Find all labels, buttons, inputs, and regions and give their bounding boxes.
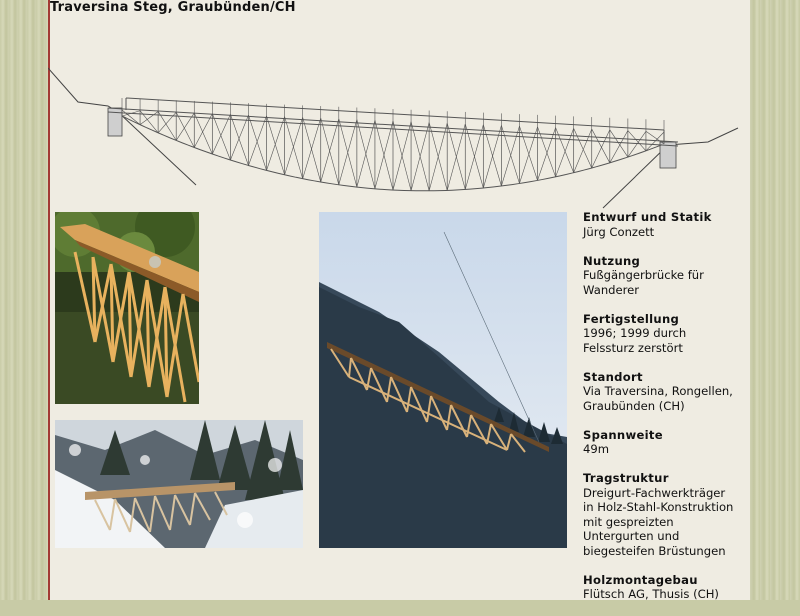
truss-member [542, 178, 548, 179]
left-margin-texture [0, 0, 48, 600]
truss-member [590, 167, 596, 169]
truss-member [278, 173, 284, 174]
truss-member [536, 180, 542, 181]
truss-member [530, 181, 536, 182]
truss-member [488, 187, 494, 188]
info-completion [583, 312, 753, 356]
truss-member [230, 160, 236, 162]
info-heading: Holzmontagebau [583, 573, 753, 588]
truss-member [518, 183, 524, 184]
truss-member [614, 160, 620, 162]
page-title: Traversina Steg, Graubünden/CH [50, 0, 296, 15]
truss-member [236, 162, 242, 164]
truss-member [146, 127, 152, 130]
truss-member [260, 169, 266, 171]
truss-member [500, 185, 506, 186]
truss-member [344, 186, 350, 187]
truss-member [620, 158, 626, 160]
info-value: Dreigurt-Fachwerkträger in Holz-Stahl-Konstruktion mit gespreizten Untergurten und biegesteifen Brüstungen [583, 486, 753, 559]
truss-member [610, 130, 628, 157]
truss-member [140, 125, 146, 128]
truss-member [368, 188, 374, 189]
truss-member [646, 131, 664, 144]
info-value: 1996; 1999 durch Felssturz zerstört [583, 326, 753, 355]
info-value: Flütsch AG, Thusis (CH) [583, 587, 753, 602]
truss-member [308, 180, 314, 181]
right-margin-texture [750, 0, 800, 600]
truss-member [182, 143, 188, 145]
truss-member [212, 154, 218, 156]
truss-member [476, 188, 482, 189]
info-heading: Tragstruktur [583, 471, 753, 486]
truss-member [638, 151, 644, 153]
info-value: Via Traversina, Rongellen, Graubünden (CH) [583, 384, 753, 413]
truss-member [548, 177, 554, 178]
truss-member [608, 162, 614, 164]
info-heading: Fertigstellung [583, 312, 753, 327]
truss-member [272, 172, 278, 173]
truss-member [194, 147, 200, 149]
bridge-gorge-photo [319, 212, 567, 548]
truss-member [584, 168, 590, 170]
truss-member [296, 177, 302, 178]
truss-member [574, 128, 592, 168]
truss-member [242, 164, 248, 166]
truss-member [200, 150, 206, 152]
truss-member [482, 188, 488, 189]
info-construction [583, 573, 753, 602]
truss-member [602, 163, 608, 165]
truss-member [506, 185, 512, 186]
truss-member [512, 184, 518, 185]
truss-member [524, 182, 530, 183]
truss-member [248, 165, 254, 167]
truss-member [350, 186, 356, 187]
bridge-deck-photo [55, 212, 199, 404]
truss-member [554, 176, 560, 177]
truss-member [314, 181, 320, 182]
truss-member [494, 186, 500, 187]
bridge-winter-photo [55, 420, 303, 548]
truss-member [362, 188, 368, 189]
info-value: Fußgängerbrücke für Wanderer [583, 268, 753, 297]
info-heading: Spannweite [583, 428, 753, 443]
truss-member [266, 170, 272, 172]
truss-member [592, 129, 610, 163]
truss-member [140, 111, 158, 124]
info-usage [583, 254, 753, 298]
truss-member [158, 133, 164, 136]
truss-member [254, 167, 260, 169]
truss-member [572, 172, 578, 173]
truss-member [592, 130, 610, 168]
truss-member [284, 175, 290, 176]
info-value: 49m [583, 442, 753, 457]
truss-member [332, 184, 338, 185]
truss-member [578, 170, 584, 172]
truss-member [164, 135, 170, 138]
truss-member [224, 158, 230, 160]
truss-member [176, 140, 182, 142]
truss-member [596, 165, 602, 167]
truss-member [560, 174, 566, 175]
info-location [583, 370, 753, 414]
truss-member [519, 127, 537, 184]
info-span [583, 428, 753, 457]
truss-member [206, 152, 212, 154]
truss-member [519, 126, 537, 180]
info-heading: Nutzung [583, 254, 753, 269]
info-heading: Entwurf und Statik [583, 210, 753, 225]
truss-member [628, 131, 646, 151]
truss-member [538, 128, 556, 181]
truss-member [632, 154, 638, 156]
truss-member [650, 147, 656, 149]
truss-member [218, 156, 224, 158]
bridge-elevation-drawing [48, 60, 748, 210]
info-value: Jürg Conzett [583, 225, 753, 240]
truss-member [556, 128, 574, 173]
truss-member [566, 173, 572, 174]
info-heading: Standort [583, 370, 753, 385]
info-structure [583, 471, 753, 558]
info-design [583, 210, 753, 239]
truss-member [290, 176, 296, 177]
truss-member [326, 183, 332, 184]
project-info-column [583, 210, 753, 616]
